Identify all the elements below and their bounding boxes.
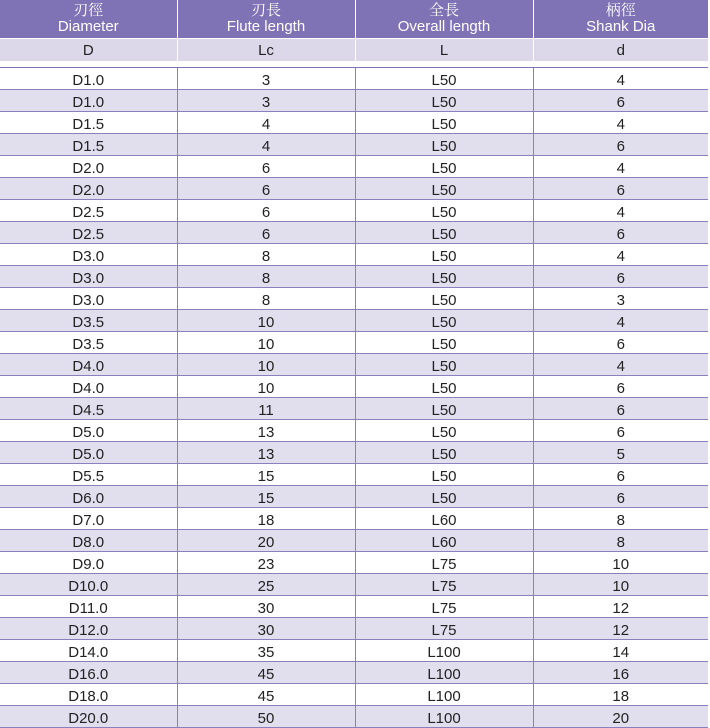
- diameter-cell: D2.5: [0, 200, 177, 222]
- diameter-cell: D1.0: [0, 68, 177, 90]
- flute-length-cell: 6: [177, 222, 355, 244]
- table-row: [0, 244, 708, 266]
- shank-dia-cell: 8: [533, 508, 708, 530]
- diameter-cell: D12.0: [0, 618, 177, 640]
- overall-length-cell: L50: [355, 420, 533, 442]
- table-row: [0, 354, 708, 376]
- diameter-cell: D3.5: [0, 310, 177, 332]
- table-row: [0, 464, 708, 486]
- table-row: [0, 618, 708, 640]
- diameter-cell: D3.0: [0, 244, 177, 266]
- shank-dia-cell: 6: [533, 398, 708, 420]
- overall-length-cell: L50: [355, 288, 533, 310]
- flute-length-cell: 35: [177, 640, 355, 662]
- overall-length-cell: L50: [355, 68, 533, 90]
- flute-length-cell: 10: [177, 376, 355, 398]
- overall-length-cell: L50: [355, 90, 533, 112]
- overall-length-cell: L50: [355, 112, 533, 134]
- table-row: [0, 376, 708, 398]
- diameter-cell: D4.0: [0, 354, 177, 376]
- overall-length-cell: L50: [355, 354, 533, 376]
- shank-dia-cell: 4: [533, 200, 708, 222]
- table-row: [0, 310, 708, 332]
- diameter-cell: D10.0: [0, 574, 177, 596]
- overall-length-cell: L100: [355, 684, 533, 706]
- shank-dia-cell: 4: [533, 310, 708, 332]
- overall-length-cell: L75: [355, 618, 533, 640]
- overall-length-cell: L50: [355, 244, 533, 266]
- flute-length-cell: 8: [177, 244, 355, 266]
- overall-length-cell: L75: [355, 574, 533, 596]
- shank-dia-cell: 10: [533, 574, 708, 596]
- flute-length-cell: 10: [177, 310, 355, 332]
- overall-length-cell: L50: [355, 398, 533, 420]
- shank-dia-cell: 4: [533, 112, 708, 134]
- diameter-cell: D5.0: [0, 420, 177, 442]
- table-row: [0, 662, 708, 684]
- diameter-cell: D1.0: [0, 90, 177, 112]
- diameter-cell: D16.0: [0, 662, 177, 684]
- overall-length-cell: L60: [355, 508, 533, 530]
- diameter-cell: D5.5: [0, 464, 177, 486]
- diameter-cell: D2.5: [0, 222, 177, 244]
- diameter-cell: D3.0: [0, 288, 177, 310]
- overall-length-cell: L50: [355, 222, 533, 244]
- flute-length-cell: 8: [177, 266, 355, 288]
- diameter-cell: D20.0: [0, 706, 177, 728]
- flute-length-cell: 23: [177, 552, 355, 574]
- table-row: [0, 68, 708, 90]
- header-flute-length-cn: 刃長: [250, 2, 281, 19]
- overall-length-cell: L75: [355, 552, 533, 574]
- header-row: [0, 0, 708, 39]
- shank-dia-cell: 6: [533, 486, 708, 508]
- overall-length-cell: L50: [355, 464, 533, 486]
- overall-length-cell: L50: [355, 486, 533, 508]
- shank-dia-cell: 20: [533, 706, 708, 728]
- overall-length-cell: L50: [355, 134, 533, 156]
- overall-length-cell: L50: [355, 178, 533, 200]
- shank-dia-cell: 6: [533, 178, 708, 200]
- symbol-flute-length: Lc: [177, 39, 355, 62]
- overall-length-cell: L75: [355, 596, 533, 618]
- table-row: [0, 420, 708, 442]
- table-row: [0, 442, 708, 464]
- shank-dia-cell: 4: [533, 156, 708, 178]
- symbol-shank-dia: d: [533, 39, 708, 62]
- header-shank-dia: [533, 0, 708, 39]
- header-overall-length: [355, 0, 533, 39]
- table-row: [0, 574, 708, 596]
- shank-dia-cell: 6: [533, 266, 708, 288]
- flute-length-cell: 18: [177, 508, 355, 530]
- diameter-cell: D5.0: [0, 442, 177, 464]
- overall-length-cell: L50: [355, 310, 533, 332]
- diameter-cell: D3.5: [0, 332, 177, 354]
- diameter-cell: D8.0: [0, 530, 177, 552]
- overall-length-cell: L50: [355, 266, 533, 288]
- flute-length-cell: 30: [177, 596, 355, 618]
- table-row: [0, 508, 708, 530]
- flute-length-cell: 13: [177, 442, 355, 464]
- table-row: [0, 684, 708, 706]
- table-row: [0, 112, 708, 134]
- overall-length-cell: L100: [355, 640, 533, 662]
- shank-dia-cell: 6: [533, 420, 708, 442]
- header-diameter: [0, 0, 177, 39]
- flute-length-cell: 10: [177, 332, 355, 354]
- flute-length-cell: 45: [177, 684, 355, 706]
- flute-length-cell: 8: [177, 288, 355, 310]
- flute-length-cell: 30: [177, 618, 355, 640]
- flute-length-cell: 4: [177, 112, 355, 134]
- flute-length-cell: 10: [177, 354, 355, 376]
- flute-length-cell: 6: [177, 200, 355, 222]
- shank-dia-cell: 10: [533, 552, 708, 574]
- shank-dia-cell: 3: [533, 288, 708, 310]
- flute-length-cell: 50: [177, 706, 355, 728]
- flute-length-cell: 25: [177, 574, 355, 596]
- table-row: [0, 332, 708, 354]
- symbol-row: [0, 39, 708, 62]
- flute-length-cell: 3: [177, 90, 355, 112]
- symbol-diameter: D: [0, 39, 177, 62]
- header-shank-dia-cn: 柄徑: [605, 2, 636, 19]
- overall-length-cell: L100: [355, 662, 533, 684]
- header-flute-length-en: Flute length: [226, 18, 306, 35]
- header-flute-length: [177, 0, 355, 39]
- diameter-cell: D7.0: [0, 508, 177, 530]
- diameter-cell: D18.0: [0, 684, 177, 706]
- table-row: [0, 200, 708, 222]
- table-row: [0, 266, 708, 288]
- diameter-cell: D6.0: [0, 486, 177, 508]
- shank-dia-cell: 12: [533, 618, 708, 640]
- shank-dia-cell: 16: [533, 662, 708, 684]
- flute-length-cell: 6: [177, 178, 355, 200]
- shank-dia-cell: 6: [533, 222, 708, 244]
- overall-length-cell: L50: [355, 376, 533, 398]
- table-row: [0, 90, 708, 112]
- table-body: [0, 68, 708, 728]
- header-overall-length-en: Overall length: [397, 18, 491, 35]
- table-row: [0, 398, 708, 420]
- header-diameter-cn: 刃徑: [73, 2, 104, 19]
- shank-dia-cell: 6: [533, 90, 708, 112]
- table-row: [0, 288, 708, 310]
- shank-dia-cell: 14: [533, 640, 708, 662]
- overall-length-cell: L50: [355, 156, 533, 178]
- overall-length-cell: L50: [355, 332, 533, 354]
- table-row: [0, 222, 708, 244]
- header-diameter-en: Diameter: [57, 18, 119, 35]
- overall-length-cell: L100: [355, 706, 533, 728]
- table-row: [0, 552, 708, 574]
- overall-length-cell: L50: [355, 200, 533, 222]
- overall-length-cell: L50: [355, 442, 533, 464]
- flute-length-cell: 15: [177, 486, 355, 508]
- diameter-cell: D4.5: [0, 398, 177, 420]
- flute-length-cell: 3: [177, 68, 355, 90]
- diameter-cell: D2.0: [0, 178, 177, 200]
- flute-length-cell: 4: [177, 134, 355, 156]
- diameter-cell: D3.0: [0, 266, 177, 288]
- shank-dia-cell: 6: [533, 376, 708, 398]
- shank-dia-cell: 4: [533, 68, 708, 90]
- table-row: [0, 134, 708, 156]
- flute-length-cell: 11: [177, 398, 355, 420]
- shank-dia-cell: 4: [533, 354, 708, 376]
- table-row: [0, 596, 708, 618]
- diameter-cell: D11.0: [0, 596, 177, 618]
- table-row: [0, 706, 708, 728]
- table-row: [0, 530, 708, 552]
- diameter-cell: D9.0: [0, 552, 177, 574]
- flute-length-cell: 6: [177, 156, 355, 178]
- flute-length-cell: 13: [177, 420, 355, 442]
- table-row: [0, 640, 708, 662]
- flute-length-cell: 20: [177, 530, 355, 552]
- overall-length-cell: L60: [355, 530, 533, 552]
- flute-length-cell: 15: [177, 464, 355, 486]
- diameter-cell: D1.5: [0, 134, 177, 156]
- header-overall-length-cn: 全長: [428, 2, 459, 19]
- table-row: [0, 156, 708, 178]
- flute-length-cell: 45: [177, 662, 355, 684]
- header-shank-dia-en: Shank Dia: [586, 18, 656, 35]
- shank-dia-cell: 12: [533, 596, 708, 618]
- diameter-cell: D4.0: [0, 376, 177, 398]
- diameter-cell: D2.0: [0, 156, 177, 178]
- diameter-cell: D14.0: [0, 640, 177, 662]
- symbol-overall-length: L: [355, 39, 533, 62]
- shank-dia-cell: 6: [533, 464, 708, 486]
- shank-dia-cell: 4: [533, 244, 708, 266]
- shank-dia-cell: 8: [533, 530, 708, 552]
- diameter-cell: D1.5: [0, 112, 177, 134]
- table-row: [0, 486, 708, 508]
- shank-dia-cell: 6: [533, 134, 708, 156]
- shank-dia-cell: 18: [533, 684, 708, 706]
- table-row: [0, 178, 708, 200]
- shank-dia-cell: 5: [533, 442, 708, 464]
- shank-dia-cell: 6: [533, 332, 708, 354]
